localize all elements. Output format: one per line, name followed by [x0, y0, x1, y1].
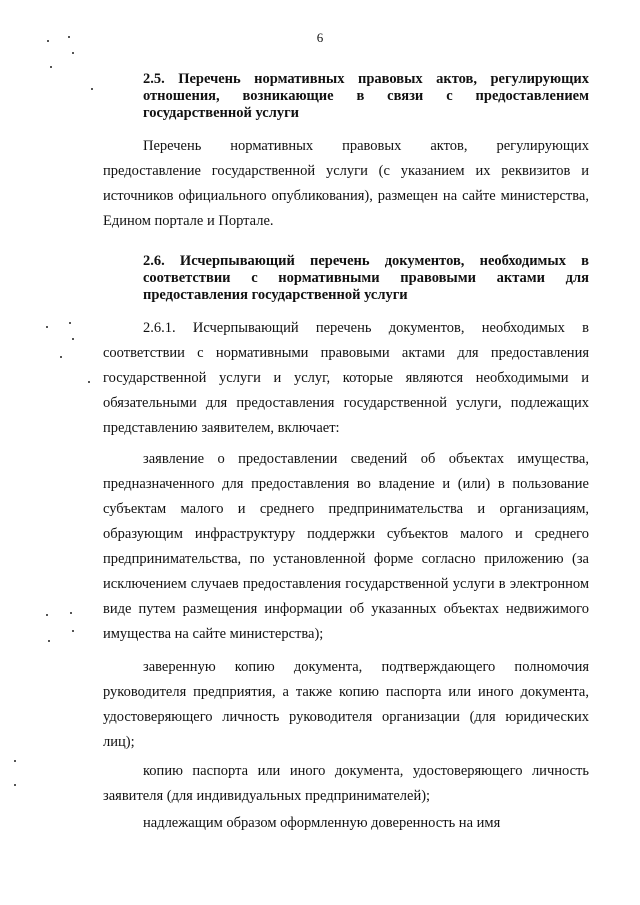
scan-speck	[91, 88, 93, 90]
scan-speck	[46, 614, 48, 616]
scan-speck	[14, 784, 16, 786]
document-item-power-of-attorney: надлежащим образом оформленную доверенность на имя	[143, 815, 501, 831]
scan-speck	[88, 381, 90, 383]
scan-speck	[70, 612, 72, 614]
scan-speck	[60, 356, 62, 358]
scan-speck	[50, 66, 52, 68]
scan-speck	[72, 338, 74, 340]
scan-speck	[72, 630, 74, 632]
section-2-5-heading: 2.5. Перечень нормативных правовых актов, регулирующих отношения, возникающие в связи с предоставлением государственной услуги	[143, 71, 589, 121]
scan-speck	[46, 326, 48, 328]
scan-speck	[69, 322, 71, 324]
document-item-application: заявление о предоставлении сведений об объектах имущества, предназначенного для предоставления во владение и (или) в пользование субъектам малого и среднего предпринимательства и организациям, образующим инфраструктуру поддержки субъектов малого и среднего предпринимательства, по установленной форме согласно приложению (за исключением случаев предоставления государственной услуги в электронном виде путем размещения информации об указанных объектах недвижимого имущества на сайте министерства);	[103, 451, 589, 642]
scan-speck	[47, 40, 49, 42]
scan-speck	[68, 36, 70, 38]
section-2-6-1-paragraph: 2.6.1. Исчерпывающий перечень документов, необходимых в соответствии с нормативными правовыми актами для предоставления государственной услуги и услуг, которые являются необходимыми и обязательными для предоставления государственной услуги, подлежащих представлению заявителем, включает:	[103, 320, 589, 436]
scan-speck	[48, 640, 50, 642]
page-number: 6	[316, 30, 324, 45]
document-item-passport: копию паспорта или иного документа, удостоверяющего личность заявителя (для индивидуальных предпринимателей);	[103, 763, 589, 804]
document-item-director-powers: заверенную копию документа, подтверждающего полномочия руководителя предприятия, а также копию паспорта или иного документа, удостоверяющего личность руководителя организации (для юридических лиц);	[103, 659, 589, 750]
section-2-5-paragraph: Перечень нормативных правовых актов, регулирующих предоставление государственной услуги (с указанием их реквизитов и источников официального опубликования), размещен на сайте министерства, Едином портале и Портале.	[103, 138, 589, 229]
scan-speck	[72, 52, 74, 54]
section-2-6-heading: 2.6. Исчерпывающий перечень документов, необходимых в соответствии с нормативными правовыми актами для предоставления государственной услуги	[143, 253, 589, 303]
scan-speck	[14, 760, 16, 762]
